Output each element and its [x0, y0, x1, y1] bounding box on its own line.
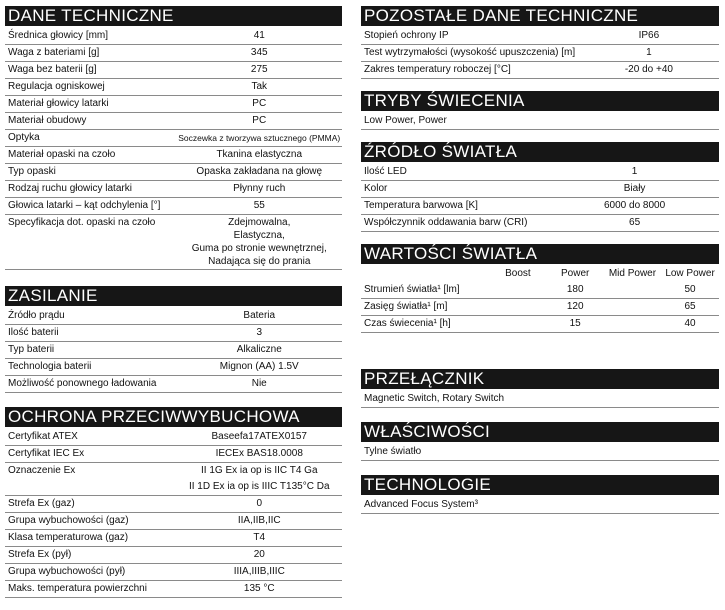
row-key: Strefa Ex (gaz): [8, 498, 75, 509]
row-value: Opaska zakładana na głowę: [196, 166, 323, 177]
section-title: TRYBY ŚWIECENIA: [361, 91, 719, 111]
row-value: T4: [253, 532, 266, 543]
row-key: Materiał opaski na czoło: [8, 149, 116, 160]
section-title: DANE TECHNICZNE: [5, 6, 342, 26]
column-header: Boost: [505, 268, 531, 279]
spec-table: [5, 496, 342, 598]
section-ochrona-przeciwwybuchowa: [5, 407, 342, 598]
column-header: Low Power: [665, 268, 715, 279]
spec-table: [5, 28, 342, 215]
table-row: [361, 62, 719, 79]
row-value: Bateria: [243, 310, 276, 321]
value-line: Elastyczna,: [233, 230, 285, 241]
row-key: Waga z bateriami [g]: [8, 47, 100, 58]
section-title: OCHRONA PRZECIWWYBUCHOWA: [5, 407, 342, 427]
row-value: 41: [253, 30, 265, 41]
row-key: Stopień ochrony IP: [364, 30, 449, 41]
section-zasilanie: [5, 286, 342, 393]
row-value: [177, 463, 343, 495]
row-key: Certyfikat IEC Ex: [8, 448, 85, 459]
row-value: PC: [252, 98, 267, 109]
table-row: [361, 45, 719, 62]
row-value: Tkanina elastyczna: [216, 149, 303, 160]
row-key: Możliwość ponownego ładowania: [8, 378, 157, 389]
row-key: Regulacja ogniskowej: [8, 81, 105, 92]
row-value: -20 do +40: [624, 64, 673, 75]
row-key: Oznaczenie Ex: [8, 465, 76, 476]
table-row: [5, 45, 342, 62]
section-title: ŹRÓDŁO ŚWIATŁA: [361, 142, 719, 162]
section-title: WŁAŚCIWOŚCI: [361, 422, 719, 442]
table-row: [5, 359, 342, 376]
row-key: Zakres temperatury roboczej [°C]: [364, 64, 511, 75]
table-row: [5, 96, 342, 113]
row-value: Soczewka z tworzywa sztucznego (PMMA): [178, 133, 341, 143]
row-key: Typ opaski: [8, 166, 56, 177]
section-text: Magnetic Switch, Rotary Switch: [361, 391, 719, 408]
section-dane-techniczne: [5, 6, 342, 270]
section-przelacznik: [361, 369, 719, 408]
row-key: Certyfikat ATEX: [8, 431, 78, 442]
row-value: 3: [256, 327, 263, 338]
section-pozostale-dane: [361, 6, 719, 79]
table-row: [5, 429, 342, 446]
row-value: 65: [684, 301, 696, 312]
row-key: Specyfikacja dot. opaski na czoło: [8, 217, 156, 228]
table-row: [361, 181, 719, 198]
row-key: Strefa Ex (pył): [8, 549, 72, 560]
table-row: [5, 113, 342, 130]
row-key: Zasięg światła¹ [m]: [364, 301, 448, 312]
row-key: Ilość LED: [364, 166, 407, 177]
section-text: Advanced Focus System³: [361, 497, 719, 514]
row-value: Mignon (AA) 1.5V: [219, 361, 299, 372]
row-key: Waga bez baterii [g]: [8, 64, 97, 75]
row-value: Tak: [251, 81, 268, 92]
row-value: IIIA,IIIB,IIIC: [233, 566, 285, 577]
section-wartosci-swiatla: [361, 244, 719, 333]
table-row: [361, 299, 719, 316]
row-key: Źródło prądu: [8, 310, 65, 321]
column-header: Mid Power: [608, 268, 657, 279]
row-value: 50: [684, 284, 696, 295]
row-key: Rodzaj ruchu głowicy latarki: [8, 183, 132, 194]
row-key: Współczynnik oddawania barw (CRI): [364, 217, 528, 228]
row-value: IIA,IIB,IIC: [237, 515, 281, 526]
table-row: [5, 513, 342, 530]
value-line: II 1D Ex ia op is IIIC T135°C Da: [188, 481, 330, 492]
section-wlasciwosci: [361, 422, 719, 461]
value-line: II 1G Ex ia op is IIC T4 Ga: [200, 465, 318, 476]
table-row: [5, 215, 342, 270]
row-key: Test wytrzymałości (wysokość upuszczenia) [m]: [364, 47, 576, 58]
row-key: Grupa wybuchowości (gaz): [8, 515, 129, 526]
row-value: 65: [629, 217, 641, 228]
row-value: IECEx BAS18.0008: [215, 448, 303, 459]
spec-table: [361, 28, 719, 79]
table-row: [5, 79, 342, 96]
row-value: 1: [646, 47, 652, 58]
row-key: Kolor: [364, 183, 388, 194]
section-title: WARTOŚCI ŚWIATŁA: [361, 244, 719, 264]
row-key: Grupa wybuchowości (pył): [8, 566, 126, 577]
row-value: 0: [256, 498, 263, 509]
column-header: Power: [561, 268, 590, 279]
table-row: [5, 62, 342, 79]
table-row: [5, 308, 342, 325]
value-line: Zdejmowalna,: [228, 217, 291, 228]
spec-table: [361, 164, 719, 232]
left-column: [5, 6, 342, 610]
row-key: Średnica głowicy [mm]: [8, 30, 109, 41]
row-value: 20: [253, 549, 265, 560]
table-row: [361, 28, 719, 45]
table-row: [5, 181, 342, 198]
row-value: Alkaliczne: [236, 344, 282, 355]
row-value: 180: [566, 284, 584, 295]
table-row: [5, 376, 342, 393]
row-key: Czas świecenia¹ [h]: [364, 318, 451, 329]
row-value: 345: [250, 47, 268, 58]
row-value: Biały: [623, 183, 646, 194]
row-key: Maks. temperatura powierzchni: [8, 583, 147, 594]
table-row: [5, 530, 342, 547]
row-key: Głowica latarki – kąt odchylenia [°]: [8, 200, 161, 211]
row-key: Ilość baterii: [8, 327, 59, 338]
row-key: Strumień światła¹ [lm]: [364, 284, 460, 295]
section-title: PRZEŁĄCZNIK: [361, 369, 719, 389]
table-row: [361, 164, 719, 181]
row-value: 15: [569, 318, 581, 329]
row-key: Klasa temperaturowa (gaz): [8, 532, 129, 543]
section-title: ZASILANIE: [5, 286, 342, 306]
section-tryby-swiecenia: [361, 91, 719, 130]
row-value: 6000 do 8000: [603, 200, 666, 211]
value-line: Nadająca się do prania: [208, 256, 311, 267]
row-key: Materiał obudowy: [8, 115, 87, 126]
row-value: 275: [250, 64, 268, 75]
table-row: [5, 463, 342, 496]
row-value: 40: [684, 318, 696, 329]
row-value: [177, 215, 343, 269]
spec-table: [5, 308, 342, 393]
table-row: [5, 325, 342, 342]
table-row: [5, 342, 342, 359]
section-text: Low Power, Power: [361, 113, 719, 130]
table-row: [5, 164, 342, 181]
table-row: [5, 581, 342, 598]
right-column: [361, 6, 719, 526]
row-value: 55: [253, 200, 265, 211]
table-row: [5, 28, 342, 45]
table-row: [5, 198, 342, 215]
section-zrodlo-swiatla: [361, 142, 719, 232]
section-text: Tylne światło: [361, 444, 719, 461]
row-value: IP66: [638, 30, 660, 41]
value-line: Guma po stronie wewnętrznej,: [191, 243, 327, 254]
row-key: Technologia baterii: [8, 361, 92, 372]
row-key: Temperatura barwowa [K]: [364, 200, 478, 211]
table-row: [5, 496, 342, 513]
row-value: 120: [566, 301, 584, 312]
row-value: PC: [252, 115, 267, 126]
row-value: Baseefa17ATEX0157: [211, 431, 307, 442]
section-title: TECHNOLOGIE: [361, 475, 719, 495]
table-row: [361, 198, 719, 215]
table-header-row: [361, 266, 719, 282]
row-value: 1: [631, 166, 638, 177]
table-row: [5, 564, 342, 581]
section-title: POZOSTAŁE DANE TECHNICZNE: [361, 6, 719, 26]
table-row: [5, 130, 342, 147]
row-value: Płynny ruch: [233, 183, 286, 194]
table-row: [5, 547, 342, 564]
table-row: [5, 147, 342, 164]
row-value: 135 °C: [243, 583, 275, 594]
table-row: [361, 215, 719, 232]
row-value: Nie: [251, 378, 267, 389]
row-key: Materiał głowicy latarki: [8, 98, 109, 109]
section-technologie: [361, 475, 719, 514]
row-key: Typ baterii: [8, 344, 55, 355]
spec-table: [5, 429, 342, 463]
table-row: [361, 316, 719, 333]
table-row: [361, 282, 719, 299]
row-key: Optyka: [8, 132, 40, 143]
table-row: [5, 446, 342, 463]
values-table: [361, 282, 719, 333]
